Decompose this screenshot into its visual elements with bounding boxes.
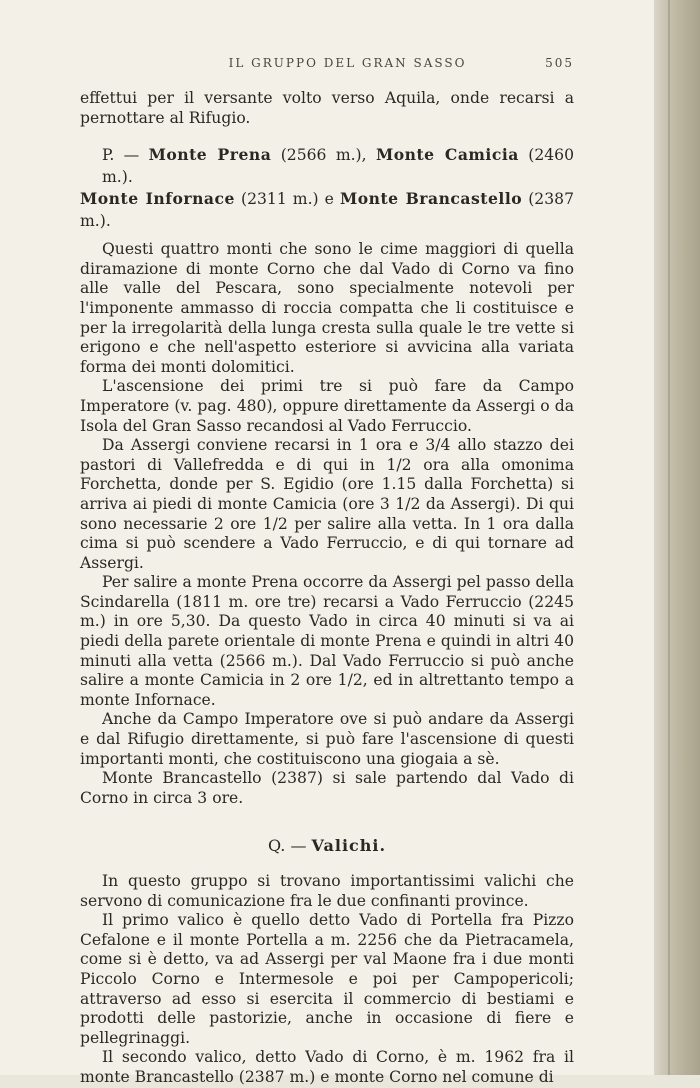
running-head-title: IL GRUPPO DEL GRAN SASSO (228, 56, 467, 70)
paragraph: Per salire a monte Prena occorre da Assergi pel passo della Scindarella (1811 m. ore tre) recarsi a Vado Ferruccio (2245 m.) in ore 5,30. Da questo Vado in circa 40 minuti si va ai piedi della parete orientale di monte Prena e quindi in altri 40 minuti alla vetta (2566 m.). Dal Vado Ferruccio si può anche salire a monte Camicia in 2 ore 1/2, ed in altrettanto tempo a monte Infornace. (80, 573, 574, 709)
section-p-heading (80, 144, 574, 188)
gutter-edge (668, 0, 670, 1075)
paragraph: Monte Brancastello (2387) si sale partendo dal Vado di Corno in circa 3 ore. (80, 769, 574, 807)
section-q-heading (80, 836, 574, 856)
running-head (80, 56, 574, 70)
section-p-heading-line2 (80, 188, 574, 232)
paragraph: L'ascensione dei primi tre si può fare da Campo Imperatore (v. pag. 480), oppure direttamente da Assergi o da Isola del Gran Sasso recandosi al Vado Ferruccio. (80, 377, 574, 435)
paragraph: Da Assergi conviene recarsi in 1 ora e 3/4 allo stazzo dei pastori di Vallefredda e di qui in 1/2 ora alla omonima Forchetta, donde per S. Egidio (ore 1.15 dalla Forchetta) si arriva ai piedi di monte Camicia (ore 3 1/2 da Assergi). Di qui sono necessarie 2 ore 1/2 per salire alla vetta. In 1 ora dalla cima si può scendere a Vado Ferruccio, e di qui tornare ad Assergi. (80, 436, 574, 572)
heading-camicia-altitude: (2460 m.). (102, 146, 575, 187)
section-p-letter: P. — (102, 146, 140, 165)
paragraph-continuation: effettui per il versante volto verso Aquila, onde recarsi a pernottare al Rifugio. (80, 89, 574, 127)
paragraph: In questo gruppo si trovano importantissimi valichi che servono di comunicazione fra le due confinanti province. (80, 872, 574, 910)
page-gutter (654, 0, 700, 1075)
heading-monte-brancastello: Monte Brancastello (339, 189, 523, 209)
heading-monte-prena: Monte Prena (148, 145, 272, 165)
main-text (80, 89, 574, 1088)
paragraph: Il primo valico è quello detto Vado di Portella fra Pizzo Cefalone e il monte Portella a m. 2256 che da Pietracamela, come si è detto, va ad Assergi per val Maone fra i due monti Piccolo Corno e Intermesole e poi per Campopericoli; attraverso ad esso si esercita il commercio di bestiami e prodotti delle pastorizie, anche in occasione di fiere e pellegrinaggi. (80, 911, 574, 1047)
paragraph: Anche da Campo Imperatore ove si può andare da Assergi e dal Rifugio direttamente, si può fare l'ascensione di questi importanti monti, che costituiscono una giogaia a sè. (80, 710, 574, 768)
paragraph: Il secondo valico, detto Vado di Corno, è m. 1962 fra il monte Brancastello (2387 m.) e monte Corno nel comune di (80, 1048, 574, 1086)
heading-monte-infornace: Monte Infornace (80, 189, 235, 209)
section-q-title: Valichi. (311, 836, 387, 856)
paragraph: Questi quattro monti che sono le cime maggiori di quella diramazione di monte Corno che dal Vado di Corno va fino alle valle del Pescara, sono specialmente notevoli per l'imponente ammasso di roccia compatta che li costituisce e per la irregolarità della lunga cresta sulla quale le tre vette si erigono e che nell'aspetto esteriore si avvicina alla variata forma dei monti dolomitici. (80, 240, 574, 376)
section-q-letter: Q. — (267, 836, 307, 856)
heading-infornace-altitude: (2311 m.) e (241, 190, 334, 209)
heading-monte-camicia: Monte Camicia (375, 145, 519, 165)
heading-prena-altitude: (2566 m.), (280, 146, 367, 165)
page-number: 505 (545, 56, 574, 70)
heading-brancastello-altitude: (2387 m.). (80, 190, 574, 231)
